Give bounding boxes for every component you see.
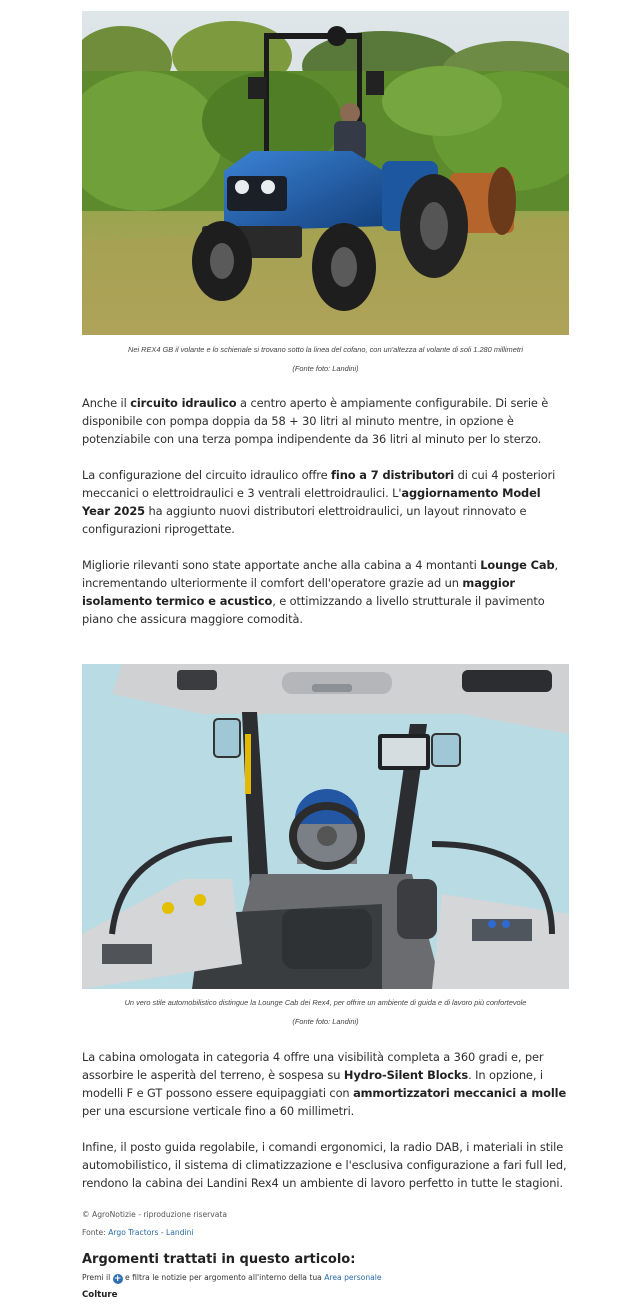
- article-paragraph: [82, 466, 572, 538]
- paragraph-text: ha aggiunto nuovi distributori elettroidraulici, un layout rinnovato e configurazioni riprogettate.: [82, 504, 527, 536]
- article-paragraph: [82, 556, 572, 628]
- topic-tag-colture[interactable]: Colture: [82, 1290, 118, 1300]
- photo-caption: [82, 997, 569, 1027]
- paragraph-bold: Lounge Cab: [480, 558, 555, 572]
- paragraph-bold: ammortizzatori meccanici a molle: [353, 1086, 567, 1100]
- paragraph-text: Migliorie rilevanti sono state apportate anche alla cabina a 4 montanti: [82, 558, 481, 572]
- article-paragraph: [82, 1048, 572, 1120]
- cab-interior-photo: [82, 664, 569, 989]
- source-line: [82, 1228, 194, 1237]
- paragraph-text: a centro aperto è ampiamente configurabile. Di serie è disponibile con pompa doppia da 58 + 30 litri al minuto mentre, in opzione è potenziabile con una terza pompa indipendente da 36 litri al minuto per lo sterzo.: [82, 396, 549, 446]
- topics-hint-text: e filtra le notizie per argomento all'interno della tua: [122, 1273, 325, 1282]
- paragraph-text: . In opzione, i modelli F e GT possono essere equipaggiati con: [82, 1068, 543, 1100]
- photo-caption: [82, 344, 569, 374]
- source-link-landini[interactable]: Landini: [166, 1228, 194, 1237]
- paragraph-bold: Hydro-Silent Blocks: [343, 1068, 469, 1082]
- caption-text: Nei REX4 GB il volante e lo schienale si trovano sotto la linea del cofano, con un'altezza al volante di soli 1.280 millimetri: [128, 345, 523, 354]
- paragraph-bold: maggior isolamento termico e acustico: [82, 576, 515, 608]
- topics-hint-text: Premi il: [82, 1273, 113, 1282]
- topics-hint: [82, 1273, 382, 1284]
- paragraph-text: di cui 4 posteriori meccanici o elettroidraulici e 3 ventrali elettroidraulici. L': [82, 468, 556, 500]
- paragraph-text: , incrementando ulteriormente il comfort dell'operatore grazie ad un: [82, 558, 559, 590]
- article-paragraph: [82, 1138, 572, 1192]
- tractor-photo: [82, 11, 569, 335]
- paragraph-bold: fino a 7 distributori: [331, 468, 455, 482]
- personal-area-link[interactable]: Area personale: [324, 1273, 382, 1282]
- photo-credit: (Fonte foto: Landini): [292, 1016, 359, 1026]
- paragraph-text: per una escursione verticale fino a 60 millimetri.: [82, 1104, 355, 1118]
- paragraph-text: La configurazione del circuito idraulico offre: [82, 468, 332, 482]
- article-paragraph: [82, 394, 572, 448]
- paragraph-text: Anche il: [82, 396, 131, 410]
- plus-icon: +: [113, 1274, 122, 1284]
- paragraph-text: , e ottimizzando a livello strutturale il pavimento piano che assicura maggiore comodità.: [82, 594, 545, 626]
- copyright-notice: © AgroNotizie - riproduzione riservata: [82, 1210, 228, 1219]
- source-label: Fonte:: [82, 1228, 109, 1237]
- paragraph-text: Infine, il posto guida regolabile, i comandi ergonomici, la radio DAB, i materiali in stile automobilistico, il sistema di climatizzazione e l'esclusiva configurazione a fari full led, rendono la cabina dei Landini Rex4 un ambiente di lavoro perfetto in tutte le stagioni.: [82, 1140, 567, 1190]
- caption-text: Un vero stile automobilistico distingue la Lounge Cab dei Rex4, per offrire un ambiente di guida e di lavoro più confortevole: [124, 998, 527, 1007]
- photo-credit: (Fonte foto: Landini): [292, 363, 359, 373]
- source-separator: -: [158, 1228, 167, 1237]
- paragraph-bold: aggiornamento Model Year 2025: [82, 486, 541, 518]
- paragraph-text: La cabina omologata in categoria 4 offre una visibilità completa a 360 gradi e, per assorbire le asperità del terreno, è sospesa su: [82, 1050, 544, 1082]
- source-link-argo-tractors[interactable]: Argo Tractors: [108, 1228, 159, 1237]
- paragraph-bold: circuito idraulico: [130, 396, 237, 410]
- topics-heading: Argomenti trattati in questo articolo:: [82, 1252, 356, 1267]
